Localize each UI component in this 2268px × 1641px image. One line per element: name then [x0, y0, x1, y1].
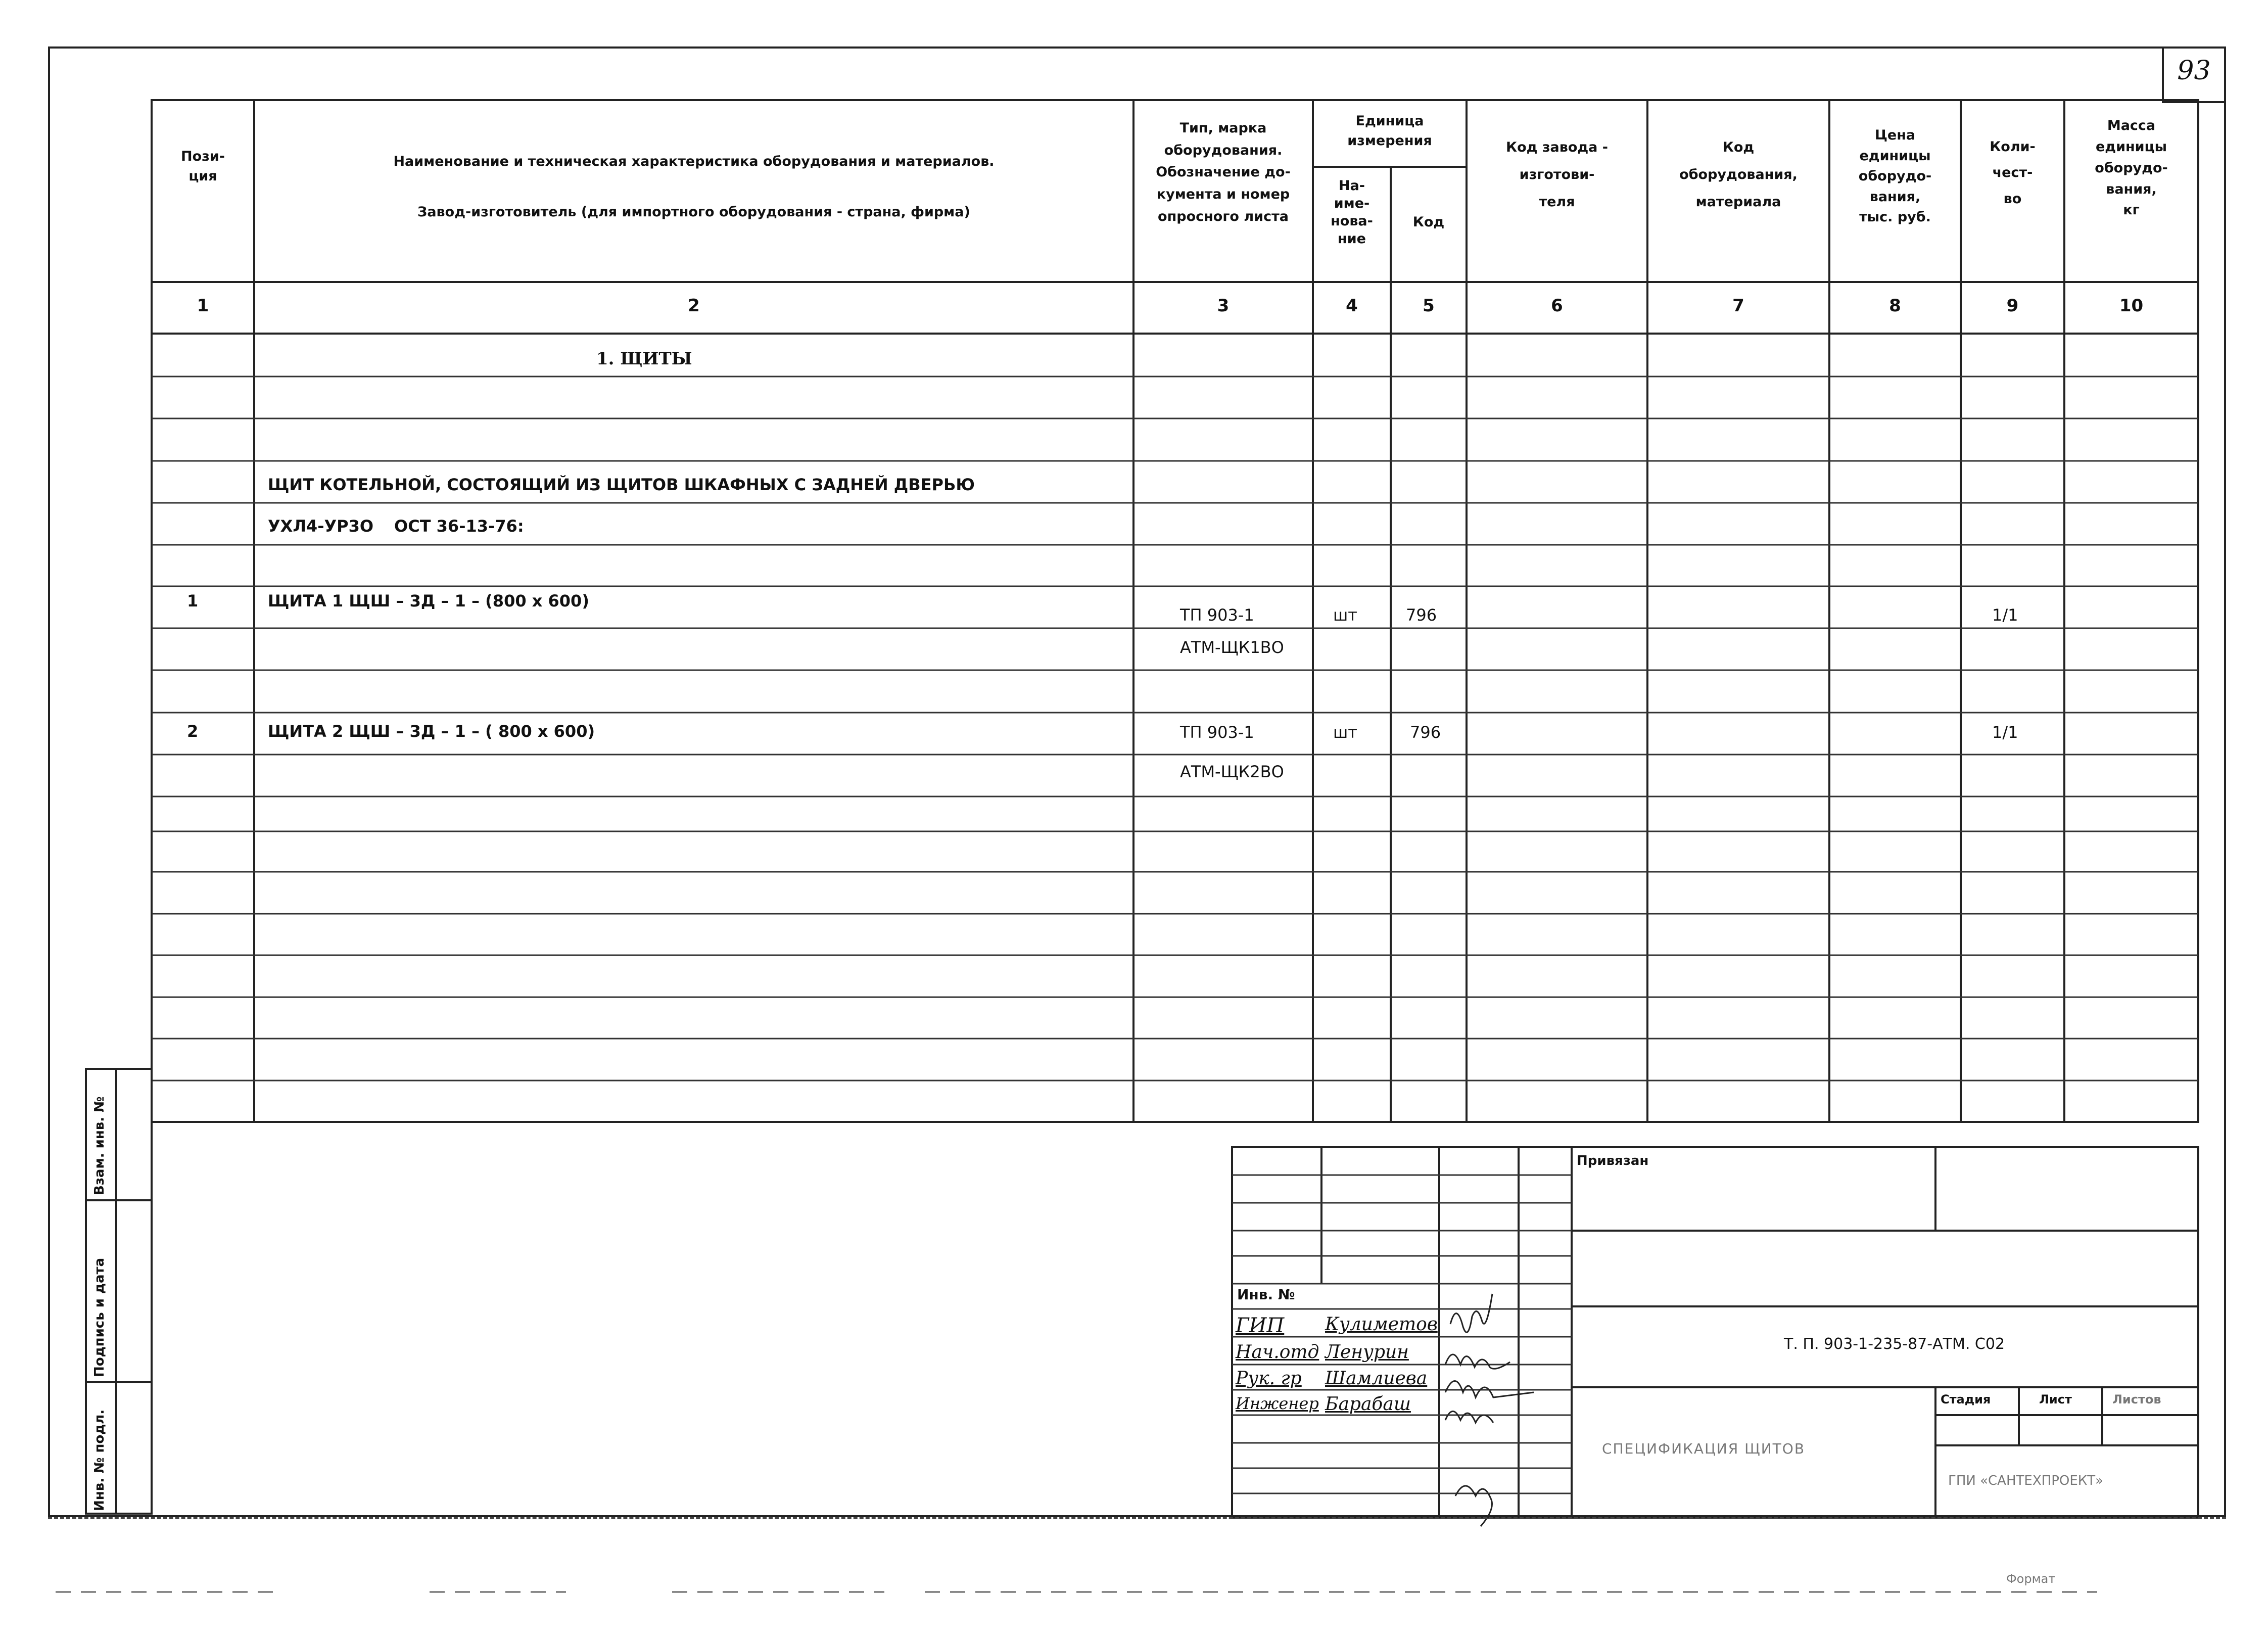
col-number-6: 6 [1551, 296, 1563, 316]
header-name-line1: Наименование и техническая характеристика оборудования и материалов. [393, 154, 995, 169]
header-position: Пози- ция [181, 149, 225, 184]
sheets-label: Листов [2112, 1392, 2161, 1406]
col-number-9: 9 [2006, 296, 2019, 316]
section-title: 1. ЩИТЫ [596, 349, 692, 369]
col-number-5: 5 [1423, 296, 1435, 316]
row2-unit: шт [1333, 723, 1357, 742]
sig-name-1: Кулиметов [1325, 1314, 1438, 1335]
header-unit-code: Код [1412, 214, 1445, 230]
sig-name-3: Шамлиева [1325, 1368, 1428, 1389]
row2-unit-code: 796 [1410, 723, 1441, 742]
description-line2-standard: ОСТ 36-13-76: [394, 517, 524, 536]
row1-unit-code: 796 [1406, 605, 1437, 625]
sig-name-2: Ленурин [1325, 1342, 1409, 1363]
document-code: Т. П. 903-1-235-87-АТМ. С02 [1784, 1335, 2005, 1353]
header-unit-name: На- име- нова- ние [1331, 178, 1373, 247]
row1-position: 1 [187, 591, 199, 611]
organization-name: ГПИ «САНТЕХПРОЕКТ» [1948, 1473, 2104, 1488]
description-line2-type: УХЛ4-УР3О [268, 517, 374, 536]
col-number-10: 10 [2119, 296, 2144, 316]
col-number-8: 8 [1889, 296, 1901, 316]
col-number-7: 7 [1732, 296, 1744, 316]
row2-doc-line1: ТП 903-1 [1180, 723, 1254, 742]
inv-label: Инв. № [1237, 1286, 1295, 1303]
linked-label: Привязан [1577, 1153, 1649, 1168]
header-type-doc: Тип, марка оборудования. Обозначение до- кумента и номер опросного листа [1156, 120, 1291, 224]
sheet-number: 93 [2177, 56, 2211, 86]
row1-name: ЩИТА 1 ЩШ – 3Д – 1 – (800 х 600) [268, 591, 589, 611]
col-number-4: 4 [1346, 296, 1358, 316]
col-number-1: 1 [197, 296, 209, 316]
stage-label: Стадия [1941, 1392, 1991, 1406]
header-mass: Масса единицы оборудо- вания, кг [2095, 118, 2168, 218]
format-label: Формат [2006, 1572, 2056, 1586]
row2-doc-line2: АТМ-ЩК2ВО [1180, 762, 1284, 781]
row2-quantity: 1/1 [1992, 723, 2018, 742]
header-maker-code: Код завода - изготови- теля [1506, 139, 1608, 210]
header-equipment-code: Код оборудования, материала [1679, 139, 1798, 210]
row2-name: ЩИТА 2 ЩШ – 3Д – 1 – ( 800 х 600) [268, 722, 595, 741]
header-unit-price: Цена единицы оборудо- вания, тыс. руб. [1858, 127, 1932, 225]
sig-name-4: Барабаш [1325, 1394, 1411, 1415]
sig-role-4: Инженер [1236, 1394, 1319, 1413]
col-number-2: 2 [688, 296, 700, 316]
row2-position: 2 [187, 722, 199, 741]
header-name-line2: Завод-изготовитель (для импортного оборудования - страна, фирма) [417, 204, 970, 220]
col-number-3: 3 [1217, 296, 1230, 316]
side-signature-date-label: Подпись и дата [92, 1257, 107, 1377]
row1-unit: шт [1333, 605, 1357, 625]
row1-quantity: 1/1 [1992, 605, 2018, 625]
description-line1: ЩИТ КОТЕЛЬНОЙ, СОСТОЯЩИЙ ИЗ ЩИТОВ ШКАФНЫХ С ЗАДНЕЙ ДВЕРЬЮ [268, 475, 975, 494]
sig-role-3: Рук. гр [1236, 1368, 1302, 1389]
row1-doc-line1: ТП 903-1 [1180, 605, 1254, 625]
document-title: СПЕЦИФИКАЦИЯ ЩИТОВ [1602, 1440, 1806, 1457]
row1-doc-line2: АТМ-ЩК1ВО [1180, 638, 1284, 657]
frame-bottom-edge [48, 1517, 2226, 1519]
side-inv-orig-label: Инв. № подл. [92, 1409, 107, 1511]
header-unit-group: Единица измерения [1347, 113, 1432, 149]
sig-role-1: ГИП [1236, 1314, 1285, 1337]
header-quantity: Коли- чест- во [1990, 139, 2036, 207]
signature-scribbles [1445, 1294, 1534, 1526]
sheet-label: Лист [2039, 1392, 2072, 1406]
sig-role-2: Нач.отд [1236, 1342, 1319, 1363]
side-replace-inv-label: Взам. инв. № [92, 1096, 107, 1195]
